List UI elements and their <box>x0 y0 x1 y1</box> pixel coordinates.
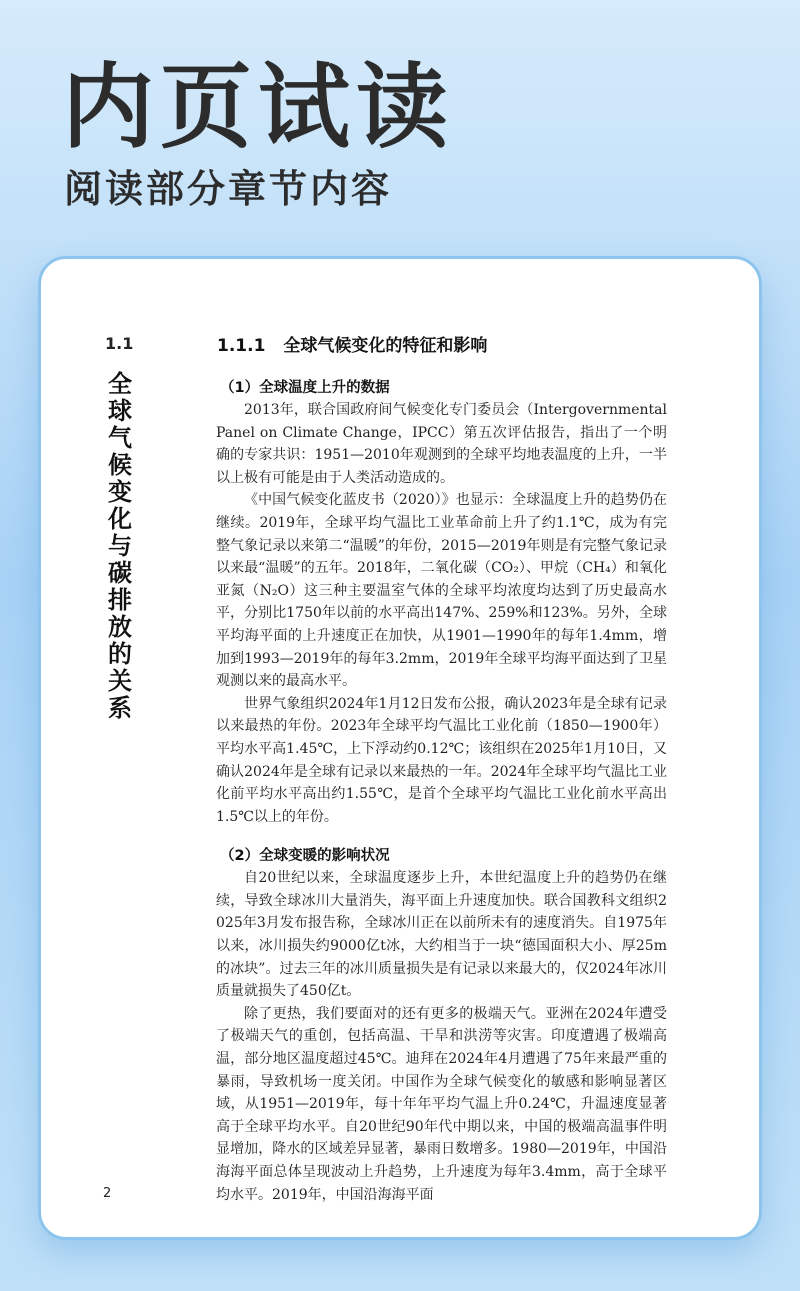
paragraph: 世界气象组织2024年1月12日发布公报，确认2023年是全球有记录以来最热的年份。2023年全球平均气温比工业化前（1850—1900年）平均水平高1.45℃，上下浮动约0.12℃；该组织在2025年1月10日，又确认2024年是全球有记录以来最热的一年。2024年全球平均气温比工业化前平均水平高出约1.55℃，是首个全球平均气温比工业化前水平高出1.5℃以上的年份。 <box>216 695 667 825</box>
subsection-heading: （2）全球变暖的影响状况 <box>220 848 390 865</box>
paragraph: 自20世纪以来，全球温度逐步上升，本世纪温度上升的趋势仍在继续，导致全球冰川大量消失，海平面上升速度加快。联合国教科文组织2025年3月发布报告称，全球冰川正在以前所未有的速度消失。自1975年以来，冰川损失约9000亿t冰，大约相当于一块“德国面积大小、厚25m的冰块”。过去三年的冰川质量损失是有记录以来最大的，仅2024年冰川质量就损失了450亿t。 <box>216 870 667 1000</box>
chapter-number: 1.1 <box>105 334 134 353</box>
paragraph: 除了更热，我们要面对的还有更多的极端天气。亚洲在2024年遭受了极端天气的重创，包括高温、干旱和洪涝等灾害。印度遭遇了极端高温，部分地区温度超过45℃。迪拜在2024年4月遭遇了75年来最严重的暴雨，导致机场一度关闭。中国作为全球气候变化的敏感和影响显著区域，从1951—2019年，每十年年平均气温上升0.24℃，升温速度显著高于全球平均水平。自20世纪90年代中期以来，中国的极端高温事件明显增加，降水的区域差异显著，暴雨日数增多。1980—2019年，中国沿海海平面总体呈现波动上升趋势，上升速度为每年3.4mm，高于全球平均水平。2019年，中国沿海海平面 <box>216 1005 667 1203</box>
paragraph: 2013年，联合国政府间气候变化专门委员会（Intergovernmental Panel on Climate Change，IPCC）第五次评估报告，指出了一个明确的专家共识：1951—2010年观测到的全球平均地表温度的上升，一半以上极有可能是由于人类活动造成的。 <box>216 402 667 486</box>
section-heading <box>217 331 487 356</box>
section-title: 全球气候变化的特征和影响 <box>283 336 488 356</box>
section-number: 1.1.1 <box>217 336 266 356</box>
hero-subtitle: 阅读部分章节内容 <box>64 167 393 211</box>
hero-title: 内页试读 <box>62 54 455 161</box>
chapter-title: 全球气候变化与碳排放的关系 <box>108 370 132 722</box>
page-content <box>216 377 667 1206</box>
page-number: 2 <box>103 1186 112 1201</box>
subsection-heading: （1）全球温度上升的数据 <box>220 380 390 396</box>
page-preview-card <box>38 256 762 1240</box>
paragraph: 《中国气候变化蓝皮书（2020）》也显示：全球温度上升的趋势仍在继续。2019年，全球平均气温比工业革命前上升了约1.1℃，成为有完整气象记录以来第二“温暖”的年份，2015—2019年则是有完整气象记录以来最“温暖”的五年。2018年，二氧化碳（CO₂）、甲烷（CH₄）和氧化亚氮（N₂O）这三种主要温室气体的全球平均浓度均达到了历史最高水平，分别比1750年以前的水平高出147%、259%和123%。另外，全球平均海平面的上升速度正在加快，从1901—1990年的每年1.4mm，增加到1993—2019年的每年3.2mm，2019年全球平均海平面达到了卫星观测以来的最高水平。 <box>216 492 667 690</box>
